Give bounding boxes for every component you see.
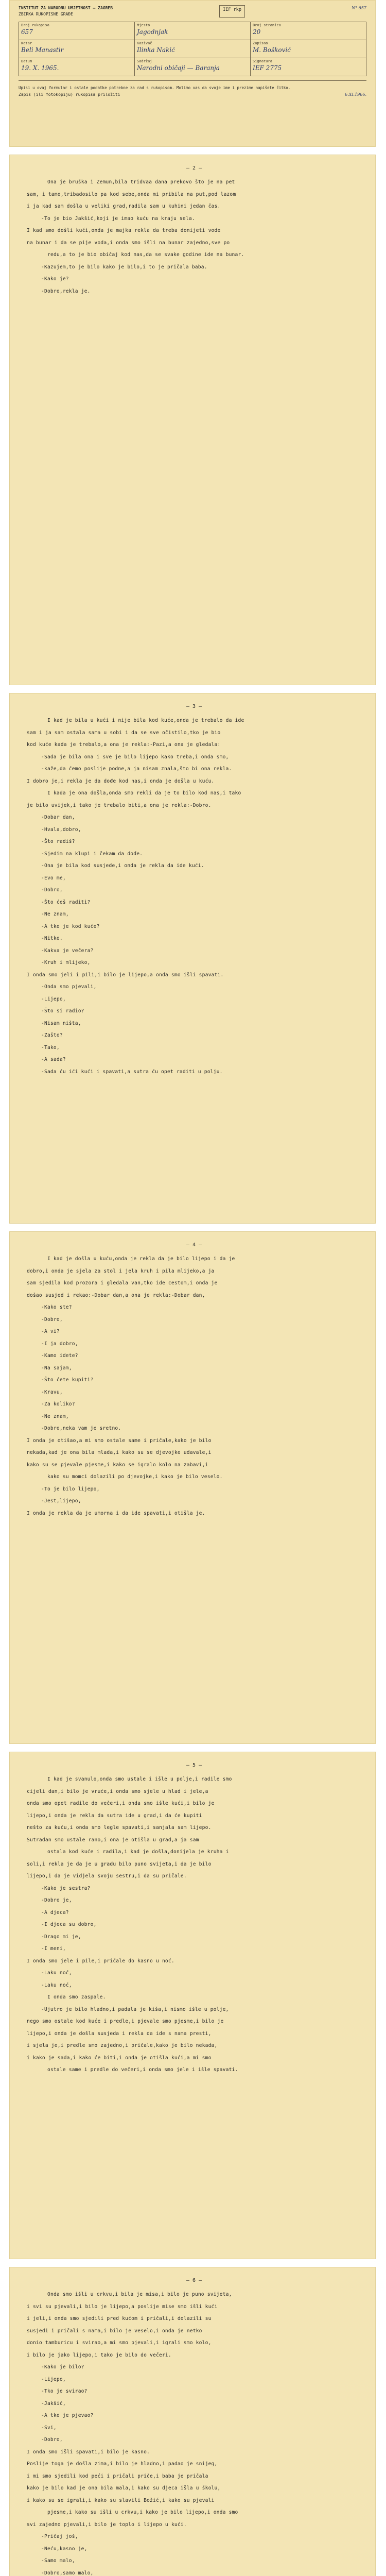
cover-form bbox=[9, 0, 376, 147]
text-line: I onda smo jeli i pili,i bilo je lijepo,a onda smo išli spavati. bbox=[27, 972, 224, 978]
form-field: Signatura IEF 2775 bbox=[251, 58, 366, 76]
text-line: sam sjedila kod prozora i gledala van,tko ide cestom,i onda je bbox=[27, 1280, 218, 1286]
text-line: -Hvala,dobro, bbox=[41, 826, 81, 833]
text-line: -Kamo idete? bbox=[41, 1353, 78, 1359]
text-line: -Svi, bbox=[41, 2425, 57, 2431]
text-line: kako su se pjevale pjesme,i kako se igralo kolo na zabavi,i bbox=[27, 1462, 208, 1468]
text-line: -A vi? bbox=[41, 1329, 60, 1334]
form-header bbox=[19, 5, 366, 18]
text-line: I dobro je,i rekla je da dođe kod nas,i onda je došla u kuću. bbox=[27, 778, 215, 784]
text-line: -Neću,kasno je, bbox=[41, 2546, 87, 2552]
text-line: -Jakšić, bbox=[41, 2400, 66, 2406]
text-line: -I ja dobro, bbox=[41, 1341, 78, 1347]
text-line: -Lijepo, bbox=[41, 996, 66, 1002]
text-line: -Sada ću ići kući i spavati,a sutra ću opet raditi u polju. bbox=[41, 1069, 223, 1075]
form-field: Kazivač Ilinka Nakić bbox=[135, 40, 251, 58]
text-line: cijeli dan,i bilo je vruće,i onda smo sjele u hlad i jele,a bbox=[27, 1788, 208, 1794]
text-line: I kad je bila u kući i nije bila kod kuće,onda je trebalo da ide bbox=[47, 718, 244, 723]
text-line: -Nisam ništa, bbox=[41, 1020, 81, 1026]
text-line: -Zašto? bbox=[41, 1032, 63, 1038]
text-line: I onda je otišao,a mi smo ostale same i pričale,kako je bilo bbox=[27, 1437, 212, 1444]
text-line: I kada je ona došla,onda smo rekli da je to bilo kod nas,i tako bbox=[47, 790, 241, 796]
text-line: -I djeca su dobro, bbox=[41, 1922, 97, 1927]
text-line: -Kakva je večera? bbox=[41, 947, 94, 954]
text-line: I onda smo išli spavati,i bilo je kasno. bbox=[27, 2449, 150, 2455]
text-line: -Ne znam, bbox=[41, 1413, 69, 1419]
text-line: -Jest,lijepo, bbox=[41, 1498, 81, 1504]
text-line: kod kuće kada je trebalo,a ona je rekla:-Pazi,a ona je gledala: bbox=[27, 742, 221, 748]
text-line: -A tko je pjevao? bbox=[41, 2413, 94, 2418]
text-line: došao susjed i rekao:-Dobar dan,a ona je rekla:-Dobar dan, bbox=[27, 1292, 205, 1298]
text-line: -A djeca? bbox=[41, 1909, 69, 1916]
text-line: i sjela je,i predle smo zajedno,i pričale,kako je bilo nekada, bbox=[27, 2043, 218, 2048]
text-line: i mi smo sjedili kod peći i pričali priče,i baba je pričala bbox=[27, 2473, 208, 2479]
document-number: N° 657 bbox=[352, 6, 366, 10]
text-line: -Sjedim na klupi i čekam da dođe. bbox=[41, 851, 143, 857]
text-line: je bilo uvijek,i tako je trebalo biti,a ona je rekla:-Dobro. bbox=[27, 802, 212, 808]
form-note: Upisi u ovaj formular i ostale podatke potrebne za rad s rukopisom. Molimo vas da svoje ime i prezime napišete čitko. bbox=[19, 86, 291, 90]
text-line: i bilo je jako lijepo,i tako je bilo do večeri. bbox=[27, 2352, 171, 2358]
text-line: kako je bilo kad je ona bila mala,i kako su djeca išla u školu, bbox=[27, 2485, 221, 2491]
text-line: I kad je došla u kuću,onda je rekla da je bilo lijepo i da je bbox=[47, 1256, 235, 1262]
text-line: susjedi i pričali s nama,i bilo je veselo,i onda je netko bbox=[27, 2328, 202, 2334]
document-page bbox=[9, 1231, 376, 1744]
form-footer bbox=[19, 92, 366, 97]
text-line: -Onda smo pjevali, bbox=[41, 984, 97, 990]
page-number: — 3 — bbox=[186, 704, 202, 709]
text-line: i ja kad sam došla u veliki grad,radila sam u kuhini jedan čas. bbox=[27, 204, 221, 209]
text-line: nekada,kad je ona bila mlada,i kako su se djevojke udavale,i bbox=[27, 1450, 212, 1455]
text-line: Poslije toga je došla zima,i bilo je hladno,i padao je snijeg, bbox=[27, 2461, 218, 2467]
text-line: -Kruh i mlijeko, bbox=[41, 960, 91, 965]
text-line: sam i ja sam ostala sama u sobi i da se sve očistilo,tko je bio bbox=[27, 730, 221, 736]
text-line: -Na sajam, bbox=[41, 1365, 72, 1371]
form-field: Broj stranica 20 bbox=[251, 22, 366, 40]
text-line: -Ujutro je bilo hladno,i padala je kiša,i nismo išle u polje, bbox=[41, 2006, 229, 2012]
text-line: -Tako, bbox=[41, 1044, 60, 1050]
text-line: -Samo malo, bbox=[41, 2558, 75, 2564]
text-line: -Laku noć, bbox=[41, 1982, 72, 1988]
text-line: dobro,i onda je sjela za stol i jela kruh i pila mlijeko,a ja bbox=[27, 1268, 215, 1274]
text-line: soli,i rekla je da je u gradu bilo puno svijeta,i da je bilo bbox=[27, 1861, 212, 1867]
archive-name: ZBIRKA RUKOPISNE GRAĐE bbox=[19, 12, 73, 16]
text-line: -Dobro,samo malo, bbox=[41, 2570, 94, 2576]
text-line: Ona je bruška i Zemun,bila tridvaa dana prekovo što je na pet bbox=[47, 179, 235, 185]
page-number: — 6 — bbox=[186, 2278, 202, 2283]
text-line: nešto za kuću,i onda smo legle spavati,i sanjala sam lijepo. bbox=[27, 1825, 212, 1831]
text-line: lijepo,i onda je došla susjeda i rekla da ide s nama presti, bbox=[27, 2030, 212, 2037]
text-line: I onda smo zaspale. bbox=[47, 1994, 106, 2000]
text-line: -Dobar dan, bbox=[41, 815, 75, 820]
text-line: -Kako je? bbox=[41, 276, 69, 282]
text-line: -Laku noć, bbox=[41, 1970, 72, 1976]
form-field: Datum 19. X. 1965. bbox=[19, 58, 135, 76]
text-line: i kako su se igrali,i kako su slavili Božić,i kako su pjevali bbox=[27, 2497, 215, 2503]
text-line: -Kako je bilo? bbox=[41, 2364, 84, 2370]
text-line: -Ona je bila kod susjede,i onda je rekla da ide kući. bbox=[41, 863, 204, 869]
text-line: -Što ćeš raditi? bbox=[41, 899, 91, 905]
text-line: sam, i tamo,tribadosilo pa kod sebe,onda mi pribila na put,pod lazom bbox=[27, 191, 236, 197]
text-line: -To je bio Jakšić,koji je imao kuću na kraju sela. bbox=[41, 215, 195, 222]
text-line: onda smo opet radile do večeri,i onda smo išle kući,i bilo je bbox=[27, 1801, 215, 1806]
text-line: lijepo,i onda je rekla da sutra ide u grad,i da će kupiti bbox=[27, 1812, 202, 1819]
text-line: -Što ćete kupiti? bbox=[41, 1377, 94, 1383]
text-line: I onda smo jele i pile,i pričale do kasno u noć. bbox=[27, 1958, 174, 1964]
text-line: -Kravu, bbox=[41, 1389, 63, 1395]
text-line: donio tamburicu i svirao,a mi smo pjevali,i igrali smo kolo, bbox=[27, 2340, 212, 2346]
text-line: -Dobro, bbox=[41, 2437, 63, 2443]
form-field: Mjesto Jagodnjak bbox=[135, 22, 251, 40]
form-footer-left: Zapis (ili fotokopiju) rukopisa priložiti bbox=[19, 92, 120, 97]
text-line: -Dobro,rekla je. bbox=[41, 288, 91, 294]
text-line: i kako je sada,i kako će biti,i onda je otišla kući,a mi smo bbox=[27, 2055, 212, 2061]
document-page bbox=[9, 693, 376, 1224]
text-line: -Kako ste? bbox=[41, 1304, 72, 1310]
form-field: Zapisao M. Bošković bbox=[251, 40, 366, 58]
text-line: -Dobro je, bbox=[41, 1897, 72, 1903]
text-line: -Tko je svirao? bbox=[41, 2388, 87, 2394]
text-line: I kad je svanulo,onda smo ustale i išle u polje,i radile smo bbox=[47, 1776, 232, 1782]
text-line: -Što si radio? bbox=[41, 1008, 84, 1014]
text-line: -Pričaj još, bbox=[41, 2534, 78, 2539]
text-line: -kaže,da ćemo poslije podne,a ja nisam znala,što bi ona rekla. bbox=[41, 766, 232, 772]
text-line: -Ne znam, bbox=[41, 911, 69, 917]
text-line: -Dobro, bbox=[41, 887, 63, 893]
text-line: -Dobro, bbox=[41, 1316, 63, 1323]
text-line: -Kako je sestra? bbox=[41, 1885, 91, 1891]
form-field: Broj rukopisa 657 bbox=[19, 22, 135, 40]
text-line: i jeli,i onda smo sjedili pred kućom i pričali,i dolazili su bbox=[27, 2316, 212, 2321]
form-field: Sadržaj Narodni običaji — Baranja bbox=[135, 58, 251, 76]
institute-name: INSTITUT ZA NARODNU UMJETNOST — ZAGREB bbox=[19, 6, 113, 10]
text-line: -A sada? bbox=[41, 1057, 66, 1062]
text-line: pjesme,i kako su išli u crkvu,i kako je bilo lijepo,i onda smo bbox=[47, 2510, 238, 2515]
form-field: Kotar Beli Manastir bbox=[19, 40, 135, 58]
form-code: IEF rkp bbox=[219, 5, 245, 18]
text-line: ostale same i predle do večeri,i onda smo jele i išle spavati. bbox=[47, 2067, 238, 2073]
form-divider bbox=[19, 80, 366, 81]
text-line: -Lijepo, bbox=[41, 2376, 66, 2382]
text-line: -Evo me, bbox=[41, 875, 66, 881]
text-line: -Sada je bila ona i sve je bilo lijepo kako treba,i onda smo, bbox=[41, 754, 229, 760]
form-fields bbox=[19, 22, 366, 76]
text-line: -Drago mi je, bbox=[41, 1934, 81, 1940]
text-line: -Nitko. bbox=[41, 936, 63, 941]
text-line: Onda smo išli u crkvu,i bila je misa,i bilo je puno svijeta, bbox=[47, 2292, 232, 2297]
text-line: -To je bilo lijepo, bbox=[41, 1486, 100, 1492]
text-line: redu,a to je bio običaj kod nas,da se svake godine ide na bunar. bbox=[47, 252, 244, 258]
text-line: ostala kod kuće i radila,i kad je došla,donijela je kruha i bbox=[47, 1849, 229, 1855]
text-line: -Kazujem,to je bilo kako je bilo,i to je pričala baba. bbox=[41, 264, 207, 270]
text-line: -Dobro,neka vam je sretno. bbox=[41, 1426, 121, 1431]
text-line: -I meni, bbox=[41, 1946, 66, 1952]
document-page bbox=[9, 155, 376, 685]
form-footer-date: 6.XI.1966. bbox=[345, 92, 366, 97]
document-page bbox=[9, 2267, 376, 2576]
text-line: i svi su pjevali,i bilo je lijepo,a poslije mise smo išli kući bbox=[27, 2303, 218, 2310]
text-line: kako su momci dolazili po djevojke,i kako je bilo veselo. bbox=[47, 1474, 223, 1480]
text-line: -A tko je kod kuće? bbox=[41, 923, 100, 929]
text-line: I onda je rekla da je umorna i da ide spavati,i otišla je. bbox=[27, 1510, 205, 1516]
text-line: Sutradan smo ustale rano,i ona je otišla u grad,a ja sam bbox=[27, 1837, 199, 1843]
text-line: lijepo,i da je vidjela svoju sestru,i da su pričale. bbox=[27, 1873, 187, 1879]
document-page bbox=[9, 1752, 376, 2259]
text-line: -Što radiš? bbox=[41, 839, 75, 844]
text-line: nego smo ostale kod kuće i predle,i pjevale smo pjesme,i bilo je bbox=[27, 2019, 224, 2024]
text-line: -Za koliko? bbox=[41, 1401, 75, 1407]
text-line: svi zajedno pjevali,i bilo je toplo i lijepo u kući. bbox=[27, 2521, 187, 2528]
page-number: — 5 — bbox=[186, 1762, 202, 1768]
page-number: — 2 — bbox=[186, 165, 202, 171]
text-line: I kad smo došli kući,onda je majka rekla da treba donijeti vode bbox=[27, 228, 221, 233]
text-line: na bunar i da se pije voda,i onda smo išli na bunar zajedno,sve po bbox=[27, 240, 230, 246]
page-number: — 4 — bbox=[186, 1242, 202, 1248]
